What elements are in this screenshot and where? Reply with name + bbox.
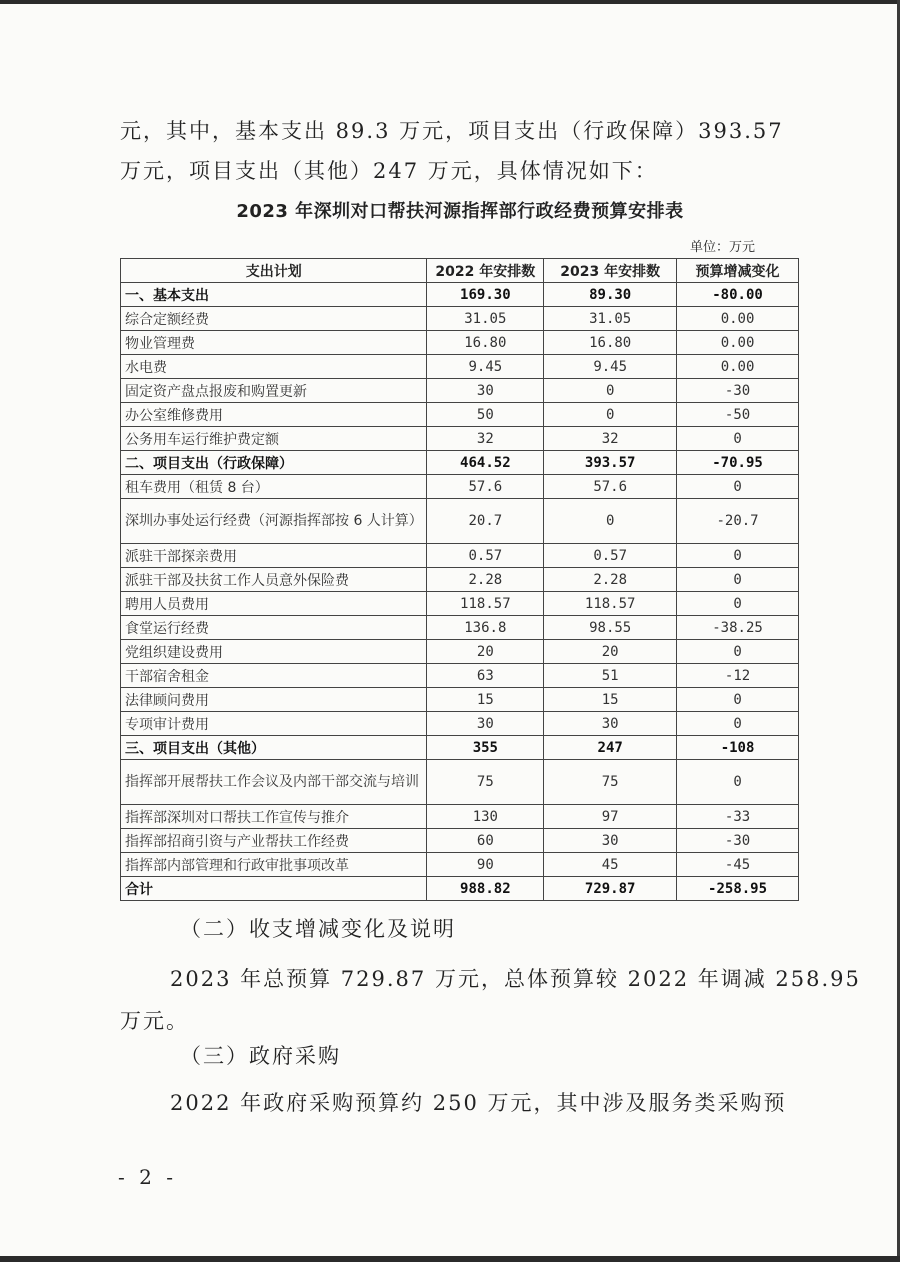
row-2022: 90 [427,853,544,877]
row-change: -30 [677,829,799,853]
row-2023: 45 [544,853,677,877]
row-change: -50 [677,403,799,427]
row-item: 党组织建设费用 [121,640,427,664]
row-2022: 9.45 [427,355,544,379]
row-item: 指挥部内部管理和行政审批事项改革 [121,853,427,877]
row-2022: 169.30 [427,283,544,307]
row-2022: 118.57 [427,592,544,616]
table-row [121,829,799,853]
row-change: 0 [677,760,799,805]
row-2023: 32 [544,427,677,451]
table-row [121,616,799,640]
row-2023: 0.57 [544,544,677,568]
row-item: 法律顾问费用 [121,688,427,712]
page-number: - 2 - [118,1165,177,1189]
row-item: 深圳办事处运行经费（河源指挥部按 6 人计算） [121,499,427,544]
row-2022: 464.52 [427,451,544,475]
row-2022: 63 [427,664,544,688]
row-2022: 136.8 [427,616,544,640]
table-row [121,499,799,544]
row-item: 二、项目支出（行政保障） [121,451,427,475]
row-item: 干部宿舍租金 [121,664,427,688]
row-2022: 60 [427,829,544,853]
budget-table [120,258,799,901]
row-change: -80.00 [677,283,799,307]
row-change: -108 [677,736,799,760]
row-2023: 75 [544,760,677,805]
scan-edge-bottom [0,1256,900,1262]
table-row [121,427,799,451]
table-row [121,853,799,877]
row-2022: 988.82 [427,877,544,901]
table-row [121,451,799,475]
section-2-line-2: 万元。 [120,1009,189,1033]
row-2023: 98.55 [544,616,677,640]
row-change: 0.00 [677,331,799,355]
row-2022: 15 [427,688,544,712]
row-item: 综合定额经费 [121,307,427,331]
row-2023: 31.05 [544,307,677,331]
row-2022: 20.7 [427,499,544,544]
section-3-heading: （三）政府采购 [180,1044,341,1068]
row-2023: 89.30 [544,283,677,307]
header-change: 预算增减变化 [677,259,799,283]
row-item: 指挥部深圳对口帮扶工作宣传与推介 [121,805,427,829]
intro-line-1: 元，其中，基本支出 89.3 万元，项目支出（行政保障）393.57 [120,119,784,143]
row-item: 水电费 [121,355,427,379]
row-2022: 30 [427,379,544,403]
row-2023: 0 [544,403,677,427]
row-2022: 0.57 [427,544,544,568]
row-item: 租车费用（租赁 8 台） [121,475,427,499]
row-change: -33 [677,805,799,829]
table-row [121,307,799,331]
row-2022: 355 [427,736,544,760]
row-2022: 130 [427,805,544,829]
table-row [121,712,799,736]
header-item: 支出计划 [121,259,427,283]
table-row [121,283,799,307]
row-2023: 729.87 [544,877,677,901]
table-total-row [121,877,799,901]
table-row [121,331,799,355]
row-item: 派驻干部及扶贫工作人员意外保险费 [121,568,427,592]
row-2022: 2.28 [427,568,544,592]
row-change: 0 [677,688,799,712]
row-2023: 247 [544,736,677,760]
section-2-line-1: 2023 年总预算 729.87 万元，总体预算较 2022 年调减 258.95 [170,967,861,991]
row-change: 0.00 [677,355,799,379]
row-change: -38.25 [677,616,799,640]
table-row [121,544,799,568]
row-change: 0 [677,427,799,451]
table-row [121,664,799,688]
table-unit: 单位：万元 [690,240,756,255]
row-change: 0 [677,640,799,664]
row-2022: 75 [427,760,544,805]
row-2023: 9.45 [544,355,677,379]
row-2023: 30 [544,712,677,736]
row-item: 食堂运行经费 [121,616,427,640]
row-change: 0 [677,568,799,592]
row-item: 指挥部开展帮扶工作会议及内部干部交流与培训 [121,760,427,805]
row-change: 0.00 [677,307,799,331]
row-2022: 30 [427,712,544,736]
scan-edge-top [0,0,900,4]
row-2022: 20 [427,640,544,664]
table-row [121,379,799,403]
row-change: -70.95 [677,451,799,475]
row-change: 0 [677,475,799,499]
row-item: 合计 [121,877,427,901]
row-item: 办公室维修费用 [121,403,427,427]
table-title: 2023 年深圳对口帮扶河源指挥部行政经费预算安排表 [236,201,684,222]
row-item: 专项审计费用 [121,712,427,736]
section-3-line-1: 2022 年政府采购预算约 250 万元，其中涉及服务类采购预 [170,1091,787,1115]
row-change: -20.7 [677,499,799,544]
row-change: 0 [677,544,799,568]
row-2023: 118.57 [544,592,677,616]
row-item: 聘用人员费用 [121,592,427,616]
row-2023: 20 [544,640,677,664]
row-2023: 0 [544,379,677,403]
row-2023: 97 [544,805,677,829]
table-row [121,640,799,664]
row-item: 三、项目支出（其他） [121,736,427,760]
table-header-row [121,259,799,283]
row-change: -258.95 [677,877,799,901]
row-item: 固定资产盘点报废和购置更新 [121,379,427,403]
row-2023: 15 [544,688,677,712]
row-change: -45 [677,853,799,877]
intro-line-2: 万元，项目支出（其他）247 万元，具体情况如下： [120,159,658,183]
table-row [121,760,799,805]
row-item: 派驻干部探亲费用 [121,544,427,568]
row-item: 一、基本支出 [121,283,427,307]
row-2023: 393.57 [544,451,677,475]
row-2023: 2.28 [544,568,677,592]
header-2023: 2023 年安排数 [544,259,677,283]
row-item: 物业管理费 [121,331,427,355]
table-row [121,736,799,760]
row-item: 指挥部招商引资与产业帮扶工作经费 [121,829,427,853]
row-2022: 31.05 [427,307,544,331]
table-row [121,592,799,616]
row-change: -30 [677,379,799,403]
table-row [121,568,799,592]
row-2022: 32 [427,427,544,451]
row-change: 0 [677,712,799,736]
header-2022: 2022 年安排数 [427,259,544,283]
table-row [121,475,799,499]
row-2023: 30 [544,829,677,853]
row-2023: 16.80 [544,331,677,355]
row-2023: 51 [544,664,677,688]
row-change: 0 [677,592,799,616]
table-row [121,688,799,712]
row-2022: 16.80 [427,331,544,355]
row-item: 公务用车运行维护费定额 [121,427,427,451]
table-row [121,403,799,427]
table-row [121,355,799,379]
row-2022: 57.6 [427,475,544,499]
row-2023: 57.6 [544,475,677,499]
row-2023: 0 [544,499,677,544]
row-change: -12 [677,664,799,688]
row-2022: 50 [427,403,544,427]
table-row [121,805,799,829]
section-2-heading: （二）收支增减变化及说明 [180,917,456,941]
